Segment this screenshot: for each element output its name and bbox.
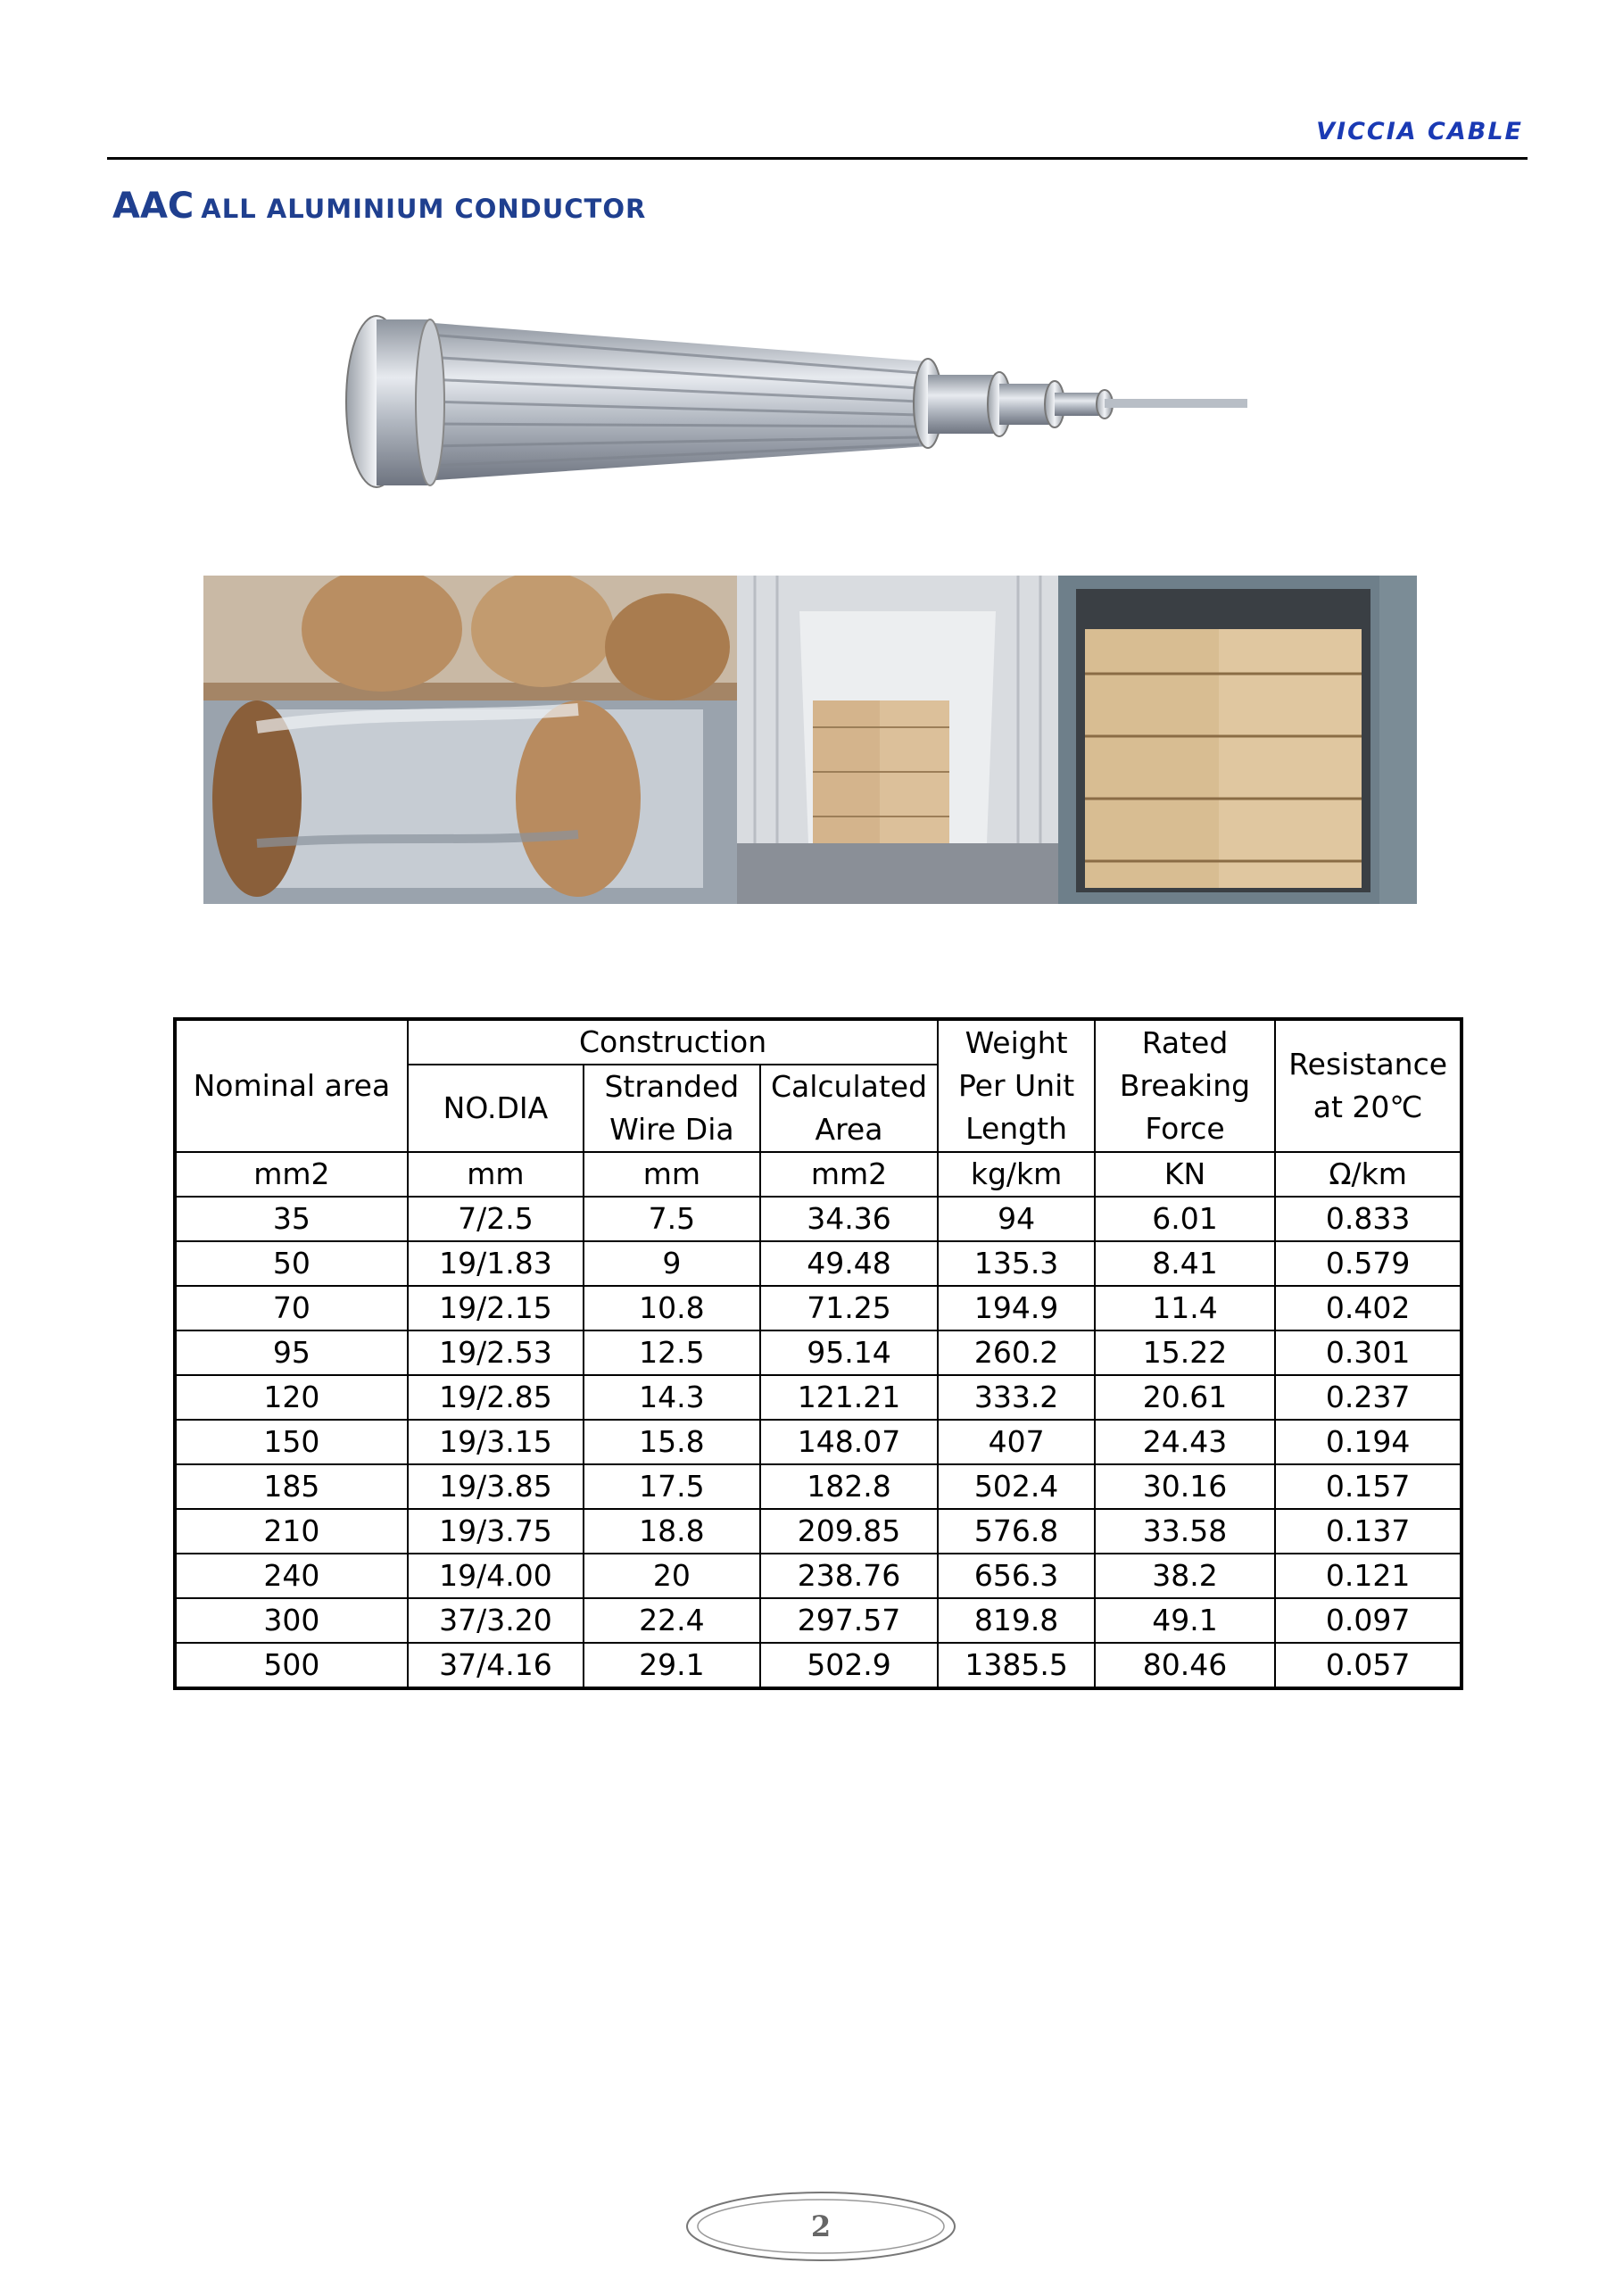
table-row (175, 1241, 1462, 1286)
container-photo-1 (737, 576, 1058, 904)
header-construction: Construction (408, 1019, 939, 1065)
cable-cross-section-image (303, 268, 1267, 518)
page-number-badge (678, 2186, 964, 2267)
table-cell: 19/4.00 (408, 1554, 584, 1598)
table-cell: 19/3.85 (408, 1464, 584, 1509)
table-row (175, 1330, 1462, 1375)
table-cell: 19/2.53 (408, 1330, 584, 1375)
table-cell: 50 (175, 1241, 408, 1286)
table-cell: 30.16 (1095, 1464, 1275, 1509)
table-cell: 210 (175, 1509, 408, 1554)
table-cell: 0.194 (1275, 1420, 1462, 1464)
table-row (175, 1286, 1462, 1330)
table-cell: 14.3 (584, 1375, 760, 1420)
table-cell: 15.8 (584, 1420, 760, 1464)
table-cell: 49.48 (760, 1241, 939, 1286)
table-cell: 0.301 (1275, 1330, 1462, 1375)
table-cell: 240 (175, 1554, 408, 1598)
table-cell: 49.1 (1095, 1598, 1275, 1643)
page-title (112, 186, 646, 227)
table-cell: 407 (938, 1420, 1094, 1464)
table-cell: 300 (175, 1598, 408, 1643)
table-cell: 0.097 (1275, 1598, 1462, 1643)
table-row (175, 1509, 1462, 1554)
table-cell: 19/2.85 (408, 1375, 584, 1420)
table-cell: 29.1 (584, 1643, 760, 1688)
unit-cell: kg/km (938, 1152, 1094, 1197)
table-cell: 656.3 (938, 1554, 1094, 1598)
table-cell: 148.07 (760, 1420, 939, 1464)
table-cell: 19/3.15 (408, 1420, 584, 1464)
table-cell: 38.2 (1095, 1554, 1275, 1598)
table-cell: 260.2 (938, 1330, 1094, 1375)
table-cell: 80.46 (1095, 1643, 1275, 1688)
table-cell: 0.137 (1275, 1509, 1462, 1554)
table-cell: 0.237 (1275, 1375, 1462, 1420)
page-number: 2 (810, 2209, 832, 2243)
header-no-dia: NO.DIA (408, 1065, 584, 1152)
table-cell: 8.41 (1095, 1241, 1275, 1286)
table-cell: 15.22 (1095, 1330, 1275, 1375)
table-cell: 19/2.15 (408, 1286, 584, 1330)
table-cell: 120 (175, 1375, 408, 1420)
table-cell: 7/2.5 (408, 1197, 584, 1241)
table-cell: 9 (584, 1241, 760, 1286)
table-cell: 150 (175, 1420, 408, 1464)
table-cell: 95 (175, 1330, 408, 1375)
unit-cell: KN (1095, 1152, 1275, 1197)
table-cell: 0.157 (1275, 1464, 1462, 1509)
brand-name: VICCIA CABLE (1316, 118, 1523, 145)
drums-warehouse-photo (203, 576, 737, 904)
title-name: ALL ALUMINIUM CONDUCTOR (201, 194, 647, 224)
header-calculated-area: Calculated Area (760, 1065, 939, 1152)
header-resistance: Resistance at 20℃ (1275, 1019, 1462, 1152)
table-cell: 71.25 (760, 1286, 939, 1330)
table-cell: 0.833 (1275, 1197, 1462, 1241)
table-cell: 7.5 (584, 1197, 760, 1241)
table-cell: 6.01 (1095, 1197, 1275, 1241)
unit-cell: mm2 (760, 1152, 939, 1197)
header-breaking-force: Rated Breaking Force (1095, 1019, 1275, 1152)
unit-cell: Ω/km (1275, 1152, 1462, 1197)
table-cell: 24.43 (1095, 1420, 1275, 1464)
container-photo-2 (1058, 576, 1417, 904)
header-stranded-wire-dia: Stranded Wire Dia (584, 1065, 760, 1152)
table-cell: 11.4 (1095, 1286, 1275, 1330)
table-cell: 33.58 (1095, 1509, 1275, 1554)
unit-cell: mm (408, 1152, 584, 1197)
table-cell: 135.3 (938, 1241, 1094, 1286)
table-row (175, 1554, 1462, 1598)
table-cell: 502.4 (938, 1464, 1094, 1509)
table-cell: 20 (584, 1554, 760, 1598)
table-row (175, 1420, 1462, 1464)
product-photos (203, 576, 1417, 904)
table-row (175, 1197, 1462, 1241)
table-cell: 20.61 (1095, 1375, 1275, 1420)
table-cell: 333.2 (938, 1375, 1094, 1420)
table-cell: 34.36 (760, 1197, 939, 1241)
table-cell: 194.9 (938, 1286, 1094, 1330)
table-cell: 17.5 (584, 1464, 760, 1509)
table-cell: 297.57 (760, 1598, 939, 1643)
table-row (175, 1375, 1462, 1420)
table-cell: 94 (938, 1197, 1094, 1241)
table-row (175, 1598, 1462, 1643)
title-code: AAC (112, 186, 195, 227)
table-cell: 238.76 (760, 1554, 939, 1598)
table-cell: 37/3.20 (408, 1598, 584, 1643)
table-cell: 37/4.16 (408, 1643, 584, 1688)
table-cell: 70 (175, 1286, 408, 1330)
table-row (175, 1643, 1462, 1688)
table-cell: 182.8 (760, 1464, 939, 1509)
table-cell: 121.21 (760, 1375, 939, 1420)
table-cell: 22.4 (584, 1598, 760, 1643)
table-cell: 95.14 (760, 1330, 939, 1375)
table-cell: 0.121 (1275, 1554, 1462, 1598)
units-row (175, 1152, 1462, 1197)
table-cell: 19/3.75 (408, 1509, 584, 1554)
table-cell: 209.85 (760, 1509, 939, 1554)
table-cell: 0.057 (1275, 1643, 1462, 1688)
table-cell: 19/1.83 (408, 1241, 584, 1286)
specification-table (173, 1017, 1463, 1690)
table-cell: 12.5 (584, 1330, 760, 1375)
table-cell: 0.402 (1275, 1286, 1462, 1330)
unit-cell: mm2 (175, 1152, 408, 1197)
header-rule (107, 157, 1528, 160)
table-cell: 819.8 (938, 1598, 1094, 1643)
table-cell: 502.9 (760, 1643, 939, 1688)
header-nominal-area: Nominal area (175, 1019, 408, 1152)
table-cell: 18.8 (584, 1509, 760, 1554)
table-cell: 10.8 (584, 1286, 760, 1330)
header-weight: Weight Per Unit Length (938, 1019, 1094, 1152)
table-cell: 185 (175, 1464, 408, 1509)
table-cell: 576.8 (938, 1509, 1094, 1554)
table-row (175, 1464, 1462, 1509)
unit-cell: mm (584, 1152, 760, 1197)
table-cell: 500 (175, 1643, 408, 1688)
table-cell: 35 (175, 1197, 408, 1241)
table-cell: 0.579 (1275, 1241, 1462, 1286)
table-cell: 1385.5 (938, 1643, 1094, 1688)
